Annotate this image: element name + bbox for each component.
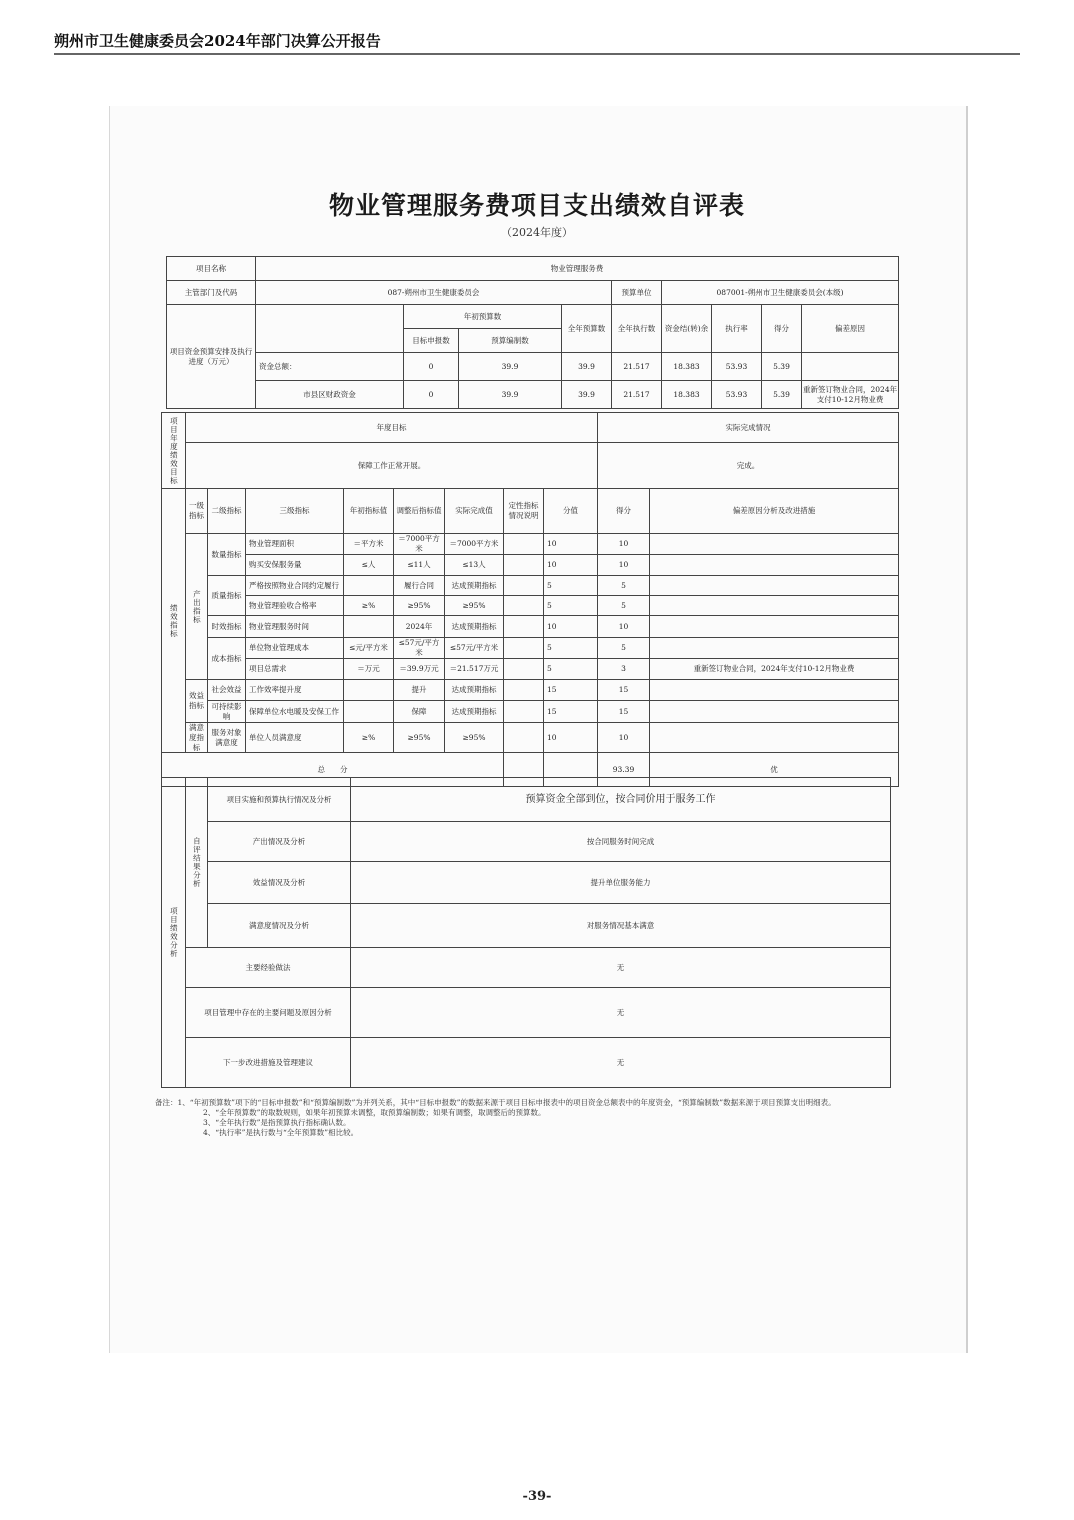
qual-note — [504, 680, 544, 701]
actual-value: ≤13人 — [445, 555, 504, 576]
qual-note — [504, 576, 544, 596]
funds-section-label: 项目资金预算安排及执行进度（万元） — [167, 305, 256, 409]
analysis-table — [161, 777, 891, 1088]
actual-value: 达成预期指标 — [445, 576, 504, 596]
page-header: 朔州市卫生健康委员会2024年部门决算公开报告 — [54, 32, 381, 50]
actual-value: 达成预期指标 — [445, 616, 504, 638]
analysis-row-value: 预算资金全部到位，按合同价用于服务工作 — [351, 778, 891, 822]
actual-value: ≤57元/平方米 — [445, 638, 504, 659]
actual-value: ≥95% — [445, 596, 504, 616]
funds-cell: 21.517 — [612, 353, 662, 381]
note-line: 备注：1、“年初预算数”项下的“目标申报数”和“预算编制数”为并列关系，其中“目标申报数”的数据来源于项目目标申报表中的项目资金总额表中的年度资金，“预算编制数”数据来源于项目预算支出明细表。 — [155, 1098, 836, 1107]
adjusted-value: 保障 — [394, 701, 445, 723]
score-value: 5 — [598, 596, 650, 616]
l3-indicator: 保障单位水电暖及安保工作 — [246, 701, 344, 723]
col-initial-budget: 年初预算数 — [404, 305, 562, 329]
initial-value: ≤元/平方米 — [344, 638, 394, 659]
actual-value: ＝21.517万元 — [445, 659, 504, 680]
reason-value: 重新签订物业合同，2024年支付10-12月物业费 — [650, 659, 899, 680]
l1-benefit: 效益指标 — [186, 680, 208, 723]
indicators-section-label: 绩效指标 — [162, 489, 186, 753]
funds-cell: 5.39 — [762, 353, 802, 381]
l2-quantity: 数量指标 — [208, 534, 246, 576]
adjusted-value: ≥95% — [394, 596, 445, 616]
initial-value — [344, 680, 394, 701]
reason-value — [650, 616, 899, 638]
l1-satisfaction: 满意度指标 — [186, 723, 208, 753]
reason-value — [650, 701, 899, 723]
adjusted-value: ≥95% — [394, 723, 445, 753]
score-value: 5 — [598, 576, 650, 596]
funds-table — [166, 256, 899, 409]
l2-sustain: 可持续影响 — [208, 701, 246, 723]
total-label: 总 分 — [162, 753, 504, 787]
actual-value: ＝7000平方米 — [445, 534, 504, 555]
experience-label: 主要经验做法 — [186, 948, 351, 988]
funds-cell: 5.39 — [762, 381, 802, 409]
score-value: 10 — [598, 616, 650, 638]
annual-goal: 保障工作正常开展。 — [186, 443, 598, 489]
project-name-label: 项目名称 — [167, 257, 256, 281]
funds-cell: 39.9 — [562, 381, 612, 409]
weight-value: 5 — [544, 576, 598, 596]
l3-indicator: 物业管理验收合格率 — [246, 596, 344, 616]
self-eval-label: 自评结果分析 — [186, 778, 208, 948]
h-level2: 二级指标 — [208, 489, 246, 534]
analysis-row-label: 满意度情况及分析 — [208, 904, 351, 948]
note-line: 3、“全年执行数”是指预算执行指标确认数。 — [203, 1118, 351, 1128]
reason-value — [650, 680, 899, 701]
initial-value — [344, 576, 394, 596]
weight-value: 5 — [544, 638, 598, 659]
weight-value: 15 — [544, 680, 598, 701]
unit-value: 087001-朔州市卫生健康委员会(本级) — [662, 281, 899, 305]
reason-value — [650, 596, 899, 616]
h-qual: 定性指标情况说明 — [504, 489, 544, 534]
analysis-row-label: 项目实施和预算执行情况及分析 — [208, 778, 351, 822]
h-initial: 年初指标值 — [344, 489, 394, 534]
initial-value: ＝平方米 — [344, 534, 394, 555]
score-value: 10 — [598, 534, 650, 555]
h-level1: 一级指标 — [186, 489, 208, 534]
col-target: 目标申报数 — [404, 329, 459, 353]
weight-value: 15 — [544, 701, 598, 723]
funds-cell: 39.9 — [459, 353, 562, 381]
weight-value: 10 — [544, 723, 598, 753]
h-reason: 偏差原因分析及改进措施 — [650, 489, 899, 534]
initial-value: ＝万元 — [344, 659, 394, 680]
actual-value: ≥95% — [445, 723, 504, 753]
next-step-value: 无 — [351, 1038, 891, 1088]
grade: 优 — [650, 753, 899, 787]
note-line: 2、“全年预算数”的取数规则，如果年初预算未调整，取预算编制数；如果有调整，取调整后的预算数。 — [203, 1108, 546, 1118]
col-reason: 偏差原因 — [802, 305, 899, 353]
score-value: 3 — [598, 659, 650, 680]
l1-output: 产出指标 — [186, 534, 208, 680]
col-full-budget: 全年预算数 — [562, 305, 612, 353]
initial-value: ≥% — [344, 596, 394, 616]
l3-indicator: 单位物业管理成本 — [246, 638, 344, 659]
adjusted-value: 提升 — [394, 680, 445, 701]
l3-indicator: 购买安保服务量 — [246, 555, 344, 576]
funds-cell — [802, 353, 899, 381]
l3-indicator: 物业管理服务时间 — [246, 616, 344, 638]
problem-label: 项目管理中存在的主要问题及原因分析 — [186, 988, 351, 1038]
unit-label: 预算单位 — [612, 281, 662, 305]
weight-value: 10 — [544, 534, 598, 555]
funds-cell: 18.383 — [662, 381, 712, 409]
reason-value — [650, 576, 899, 596]
qual-note — [504, 555, 544, 576]
annual-actual-header: 实际完成情况 — [598, 413, 899, 443]
experience-value: 无 — [351, 948, 891, 988]
col-balance: 资金结(转)余 — [662, 305, 712, 353]
l3-indicator: 项目总需求 — [246, 659, 344, 680]
score-value: 15 — [598, 680, 650, 701]
l3-indicator: 严格按照物业合同约定履行 — [246, 576, 344, 596]
l3-indicator: 工作效率提升度 — [246, 680, 344, 701]
adjusted-value: 2024年 — [394, 616, 445, 638]
analysis-row-value: 对服务情况基本满意 — [351, 904, 891, 948]
reason-value — [650, 555, 899, 576]
initial-value: ≤人 — [344, 555, 394, 576]
next-step-label: 下一步改进措施及管理建议 — [186, 1038, 351, 1088]
h-score: 得分 — [598, 489, 650, 534]
funds-cell: 重新签订物业合同，2024年支付10-12月物业费 — [802, 381, 899, 409]
analysis-section-label: 项目绩效分析 — [162, 778, 186, 1088]
col-rate: 执行率 — [712, 305, 762, 353]
col-exec: 全年执行数 — [612, 305, 662, 353]
h-actual: 实际完成值 — [445, 489, 504, 534]
adjusted-value: ≤11人 — [394, 555, 445, 576]
score-value: 10 — [598, 723, 650, 753]
form-title: 物业管理服务费项目支出绩效自评表 — [328, 191, 745, 220]
funds-cell: 53.93 — [712, 381, 762, 409]
funds-row-label: 资金总额： — [256, 353, 404, 381]
adjusted-value: 履行合同 — [394, 576, 445, 596]
funds-row-label: 市县区财政资金 — [256, 381, 404, 409]
analysis-row-label: 产出情况及分析 — [208, 822, 351, 862]
score-value: 10 — [598, 555, 650, 576]
score-value: 5 — [598, 638, 650, 659]
dept-value: 087-朔州市卫生健康委员会 — [256, 281, 612, 305]
annual-goal-header: 年度目标 — [186, 413, 598, 443]
analysis-row-label: 效益情况及分析 — [208, 862, 351, 904]
indicators-table — [161, 412, 899, 787]
adjusted-value: ≤57元/平方米 — [394, 638, 445, 659]
actual-value: 达成预期指标 — [445, 680, 504, 701]
reason-value — [650, 534, 899, 555]
l2-time: 时效指标 — [208, 616, 246, 638]
qual-note — [504, 723, 544, 753]
total-score: 93.39 — [598, 753, 650, 787]
weight-value: 5 — [544, 659, 598, 680]
actual-value: 达成预期指标 — [445, 701, 504, 723]
qual-note — [504, 659, 544, 680]
l3-indicator: 单位人员满意度 — [246, 723, 344, 753]
funds-cell: 0 — [404, 381, 459, 409]
notes — [155, 1098, 890, 1139]
weight-value: 5 — [544, 596, 598, 616]
reason-value — [650, 723, 899, 753]
h-adjusted: 调整后指标值 — [394, 489, 445, 534]
header-divider — [54, 53, 1020, 55]
qual-note — [504, 616, 544, 638]
l2-quality: 质量指标 — [208, 576, 246, 616]
problem-value: 无 — [351, 988, 891, 1038]
l2-cost: 成本指标 — [208, 638, 246, 680]
qual-note — [504, 534, 544, 555]
project-name: 物业管理服务费 — [256, 257, 899, 281]
qual-note — [504, 638, 544, 659]
funds-cell: 18.383 — [662, 353, 712, 381]
funds-cell: 39.9 — [459, 381, 562, 409]
l3-indicator: 物业管理面积 — [246, 534, 344, 555]
h-level3: 三级指标 — [246, 489, 344, 534]
qual-note — [504, 701, 544, 723]
weight-value: 10 — [544, 555, 598, 576]
score-value: 15 — [598, 701, 650, 723]
funds-cell: 39.9 — [562, 353, 612, 381]
note-line: 4、“执行率”是执行数与“全年预算数”相比较。 — [203, 1128, 359, 1138]
form-year: （2024年度） — [501, 226, 573, 239]
funds-blank-cell — [256, 305, 404, 353]
analysis-row-value: 提升单位服务能力 — [351, 862, 891, 904]
l2-social: 社会效益 — [208, 680, 246, 701]
reason-value — [650, 638, 899, 659]
col-compiled: 预算编制数 — [459, 329, 562, 353]
l2-service: 服务对象满意度 — [208, 723, 246, 753]
annual-section-label: 项目年度绩效目标 — [162, 413, 186, 489]
funds-cell: 0 — [404, 353, 459, 381]
weight-value: 10 — [544, 616, 598, 638]
annual-actual: 完成。 — [598, 443, 899, 489]
h-weight: 分值 — [544, 489, 598, 534]
adjusted-value: ＝7000平方米 — [394, 534, 445, 555]
initial-value — [344, 616, 394, 638]
adjusted-value: ＝39.9万元 — [394, 659, 445, 680]
dept-label: 主管部门及代码 — [167, 281, 256, 305]
col-score: 得分 — [762, 305, 802, 353]
funds-cell: 53.93 — [712, 353, 762, 381]
page-number: -39- — [522, 1489, 552, 1504]
funds-cell: 21.517 — [612, 381, 662, 409]
qual-note — [504, 596, 544, 616]
initial-value — [344, 701, 394, 723]
analysis-row-value: 按合同服务时间完成 — [351, 822, 891, 862]
initial-value: ≥% — [344, 723, 394, 753]
